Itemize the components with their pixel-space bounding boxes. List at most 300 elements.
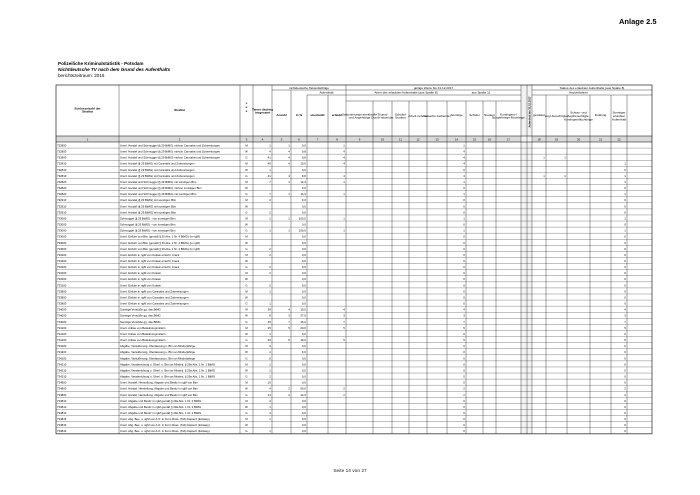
column-number: 14 (454, 137, 459, 142)
header-arbeitnehmer: Arbeit-nehmer (408, 114, 428, 118)
page-number: Seite 14 von 27 (333, 469, 367, 474)
cell-value: 0 (624, 429, 626, 434)
cell-schluesselzahl: 734810 (57, 404, 67, 409)
cell-value: 0,0 (301, 289, 306, 294)
cell-sex: W (245, 186, 248, 191)
cell-value: 7 (463, 319, 465, 324)
column-number: 10 (380, 137, 385, 142)
cell-value: 0,0 (301, 265, 306, 270)
cell-value: 1 (463, 228, 465, 233)
cell-schluesselzahl: 733000 (57, 222, 67, 227)
cell-value: 1 (269, 228, 271, 233)
cell-value: 0 (463, 240, 465, 245)
cell-value: 1 (343, 228, 345, 233)
cell-value: 0 (624, 344, 626, 349)
cell-straftat: Unerl. Einfuhr in ngM von Kokain einschl. Crack (120, 259, 180, 263)
cell-value: 3 (463, 313, 465, 318)
column-number: 12 (416, 137, 420, 142)
cell-value: 0 (463, 404, 465, 409)
cell-straftat: Unerl. Handel, Herstellung, Abgabe und Besitz in ngM von Btm (120, 392, 198, 397)
header-schueler: Schüler (469, 113, 480, 117)
cell-straftat: Unerl. Einfuhr von Btm (gemäß § 30 Abs. 1 Nr. 4 BtMG) (in ngM) (120, 240, 200, 245)
cell-value: 2 (288, 386, 290, 391)
cell-value: 0 (463, 234, 465, 239)
cell-sex: G (245, 411, 248, 415)
cell-value: 0,0 (301, 259, 306, 263)
cell-sex: M (245, 216, 248, 221)
cell-value: 2 (624, 386, 626, 391)
header-tatverdaechtig: insgesamt (254, 110, 271, 115)
cell-sex: G (245, 392, 248, 397)
cell-value: 4 (343, 173, 345, 178)
cell-value: 1 (269, 289, 271, 294)
cell-schluesselzahl: 734100 (57, 338, 67, 343)
cell-sex: W (245, 295, 248, 300)
cell-value: 0 (463, 411, 465, 415)
column-number: 11 (399, 137, 402, 142)
header-stationierung: und Angehörige (348, 115, 371, 120)
cell-value: 1 (269, 362, 271, 367)
cell-value: 1 (564, 155, 566, 160)
cell-schluesselzahl: 733000 (57, 240, 67, 245)
column-number: 13 (435, 137, 439, 142)
cell-value: 2 (269, 271, 271, 276)
cell-value: 1 (463, 143, 465, 148)
header-kontingent: Kontingent-/ (500, 112, 517, 117)
cell-value: 0,0 (301, 295, 306, 300)
cell-value: 4 (624, 307, 626, 312)
cell-schluesselzahl: 734800 (57, 392, 67, 397)
cell-value: 0 (463, 368, 465, 373)
cell-straftat: Unerl. Einfuhr in ngM von Kokain (120, 271, 161, 276)
cell-value: 1 (343, 179, 345, 184)
cell-value: 14,3 (300, 192, 306, 197)
cell-value: 1 (624, 192, 626, 197)
cell-value: 2 (288, 392, 290, 397)
header-schutz: Kontingentflüchtlinge (564, 117, 593, 122)
header-aus-spalte-11: aus Spalte 11 (471, 90, 491, 95)
cell-value: 1 (288, 179, 290, 184)
header-schluesselzahl: Schlüsselzahl der (74, 106, 101, 111)
cell-sex: M (245, 179, 248, 184)
cell-schluesselzahl: 734200 (57, 344, 67, 349)
cell-value: 0,0 (301, 350, 306, 355)
cell-schluesselzahl: 732810 (57, 173, 67, 178)
header-schueler-student: Schüler/ (394, 112, 407, 117)
cell-value: 2 (343, 392, 345, 397)
cell-straftat: Unerl. Einfuhr von Btm (gemäß § 30 Abs. 1 Nr. 4 BtMG) (in ngM) (120, 246, 200, 251)
cell-straftat: Unerl. Anbau von Betäubungsmitteln (120, 338, 166, 343)
cell-value: 3 (269, 398, 271, 403)
cell-straftat: Unerl. Handel (§ 29 BtMG) mit Cannabis und Zubereitungen (120, 167, 195, 172)
cell-value: 0,0 (301, 234, 306, 239)
cell-schluesselzahl: 734200 (57, 350, 67, 355)
cell-value: 0,0 (301, 368, 306, 373)
cell-schluesselzahl: 732820 (57, 186, 67, 191)
cell-sex: M (245, 198, 248, 203)
cell-sex: M (245, 380, 248, 385)
cell-straftat: Sonstige Verstöße gg. das BtMG (120, 307, 161, 312)
cell-straftat: Unerl. Abgabe und Besitz in ngM gemäß § 29a Abs. 1 Nr. 2 BtMG (120, 404, 202, 409)
cell-value: 0 (463, 204, 465, 209)
cell-schluesselzahl: 733800 (57, 301, 67, 306)
anlage-label: Anlage 2.5 (619, 17, 657, 26)
cell-value: 1 (269, 350, 271, 355)
cell-value: 0 (624, 222, 626, 227)
cell-value: 0,0 (301, 167, 306, 172)
cell-straftat: Sonstige Verstöße gg. das BtMG (120, 313, 161, 318)
cell-schluesselzahl: 733800 (57, 289, 67, 294)
cell-straftat: Abgabe, Veräußerung, Überlassung u. Btm an Minderjährige (120, 350, 196, 355)
cell-value: 1 (343, 216, 345, 221)
cell-schluesselzahl: 734000 (57, 307, 67, 312)
cell-sex: G (245, 319, 248, 324)
cell-value: 1 (543, 173, 545, 178)
cell-sex: M (245, 398, 248, 403)
cell-value: 0 (463, 246, 465, 251)
header-sonstige: Sonstige (450, 113, 463, 117)
cell-sex: W (245, 240, 248, 245)
cell-straftat: Schmuggel (§ 29 BtMG) - von sonstigen Btm (120, 216, 176, 221)
cell-value: 2 (269, 198, 271, 203)
cell-value: 0 (624, 356, 626, 361)
cell-value: 41 (267, 155, 271, 160)
header-arten: Arten des erlaubten Aufenthalts (aus Spalte 8) (374, 90, 438, 95)
cell-value: 0 (624, 204, 626, 209)
cell-value: 9,8 (301, 155, 306, 160)
cell-value: 0 (624, 380, 626, 385)
cell-value: 1 (564, 173, 566, 178)
cell-value: 10,5 (300, 307, 306, 312)
cell-value: 4 (463, 155, 465, 160)
cell-value: 0 (463, 265, 465, 270)
cell-value: 0 (463, 344, 465, 349)
cell-value: 4 (463, 161, 465, 166)
cell-value: 0 (624, 234, 626, 239)
cell-schluesselzahl: 734816 (57, 423, 67, 428)
cell-value: 2 (269, 246, 271, 251)
column-number: 8 (336, 137, 338, 142)
cell-schluesselzahl: 732810 (57, 167, 67, 172)
cell-value: 2 (269, 252, 271, 257)
header-tourist: Tourist/ (377, 112, 388, 117)
column-number: 19 (554, 137, 559, 142)
cell-value: 0 (463, 210, 465, 215)
cell-value: 0,0 (301, 380, 306, 385)
cell-sex: G (245, 265, 248, 270)
cell-value: 0,0 (301, 301, 306, 306)
cell-value: 0,0 (301, 344, 306, 349)
cell-value: 37,5 (300, 313, 306, 318)
cell-value: 0 (624, 283, 626, 288)
cell-sex: W (245, 368, 248, 373)
cell-schluesselzahl: 733200 (57, 277, 67, 282)
column-number: 18 (537, 137, 541, 142)
cell-value: 14 (267, 392, 271, 397)
cell-value: 0 (463, 398, 465, 403)
cell-sex: M (245, 289, 248, 294)
cell-value: 10,0 (300, 161, 306, 166)
cell-value: 100,0 (298, 216, 306, 221)
cell-value: 0 (624, 417, 626, 422)
cell-value: 0 (624, 271, 626, 276)
cell-value: 1 (269, 368, 271, 373)
cell-value: 0 (463, 356, 465, 361)
cell-straftat: Unerl. Handel und Schmuggel (§ 29 BtMG) mit/von Cannabis und Zubereitungen (120, 155, 220, 160)
cell-value: 0 (624, 423, 626, 428)
cell-value: 1 (269, 216, 271, 221)
cell-value: 4 (269, 411, 271, 415)
cell-schluesselzahl: 732910 (57, 198, 67, 203)
cell-straftat: Unerl. Handel (§ 29 BtMG) mit sonstigen Btm (120, 204, 177, 209)
cell-value: 15,2 (300, 319, 306, 324)
cell-straftat: Unerl. Anbau von Betäubungsmitteln (120, 331, 166, 336)
cell-sex: G (245, 301, 248, 306)
cell-value: 4 (343, 155, 345, 160)
cell-sex: M (245, 252, 248, 257)
cell-value: 50,0 (300, 386, 306, 391)
cell-value: 4 (288, 307, 290, 312)
header-sonstiger-aufenthalt: erlaubter (612, 114, 626, 118)
cell-straftat: Sonstige Verstöße gg. das BtMG (120, 319, 161, 324)
cell-value: 0,0 (301, 404, 306, 409)
cell-value: 0,0 (301, 143, 306, 148)
cell-value: 0,0 (301, 331, 306, 336)
cell-value: 0 (463, 362, 465, 367)
cell-value: 1 (463, 179, 465, 184)
cell-schluesselzahl: 734800 (57, 386, 67, 391)
column-number: 3 (245, 137, 248, 142)
cell-value: 0,0 (301, 429, 306, 434)
cell-value: 0 (463, 283, 465, 288)
cell-value: 4 (343, 149, 345, 154)
cell-value: 1 (343, 192, 345, 197)
cell-straftat: Schmuggel (§ 29 BtMG) - von sonstigen Btm (120, 222, 176, 227)
cell-value: 0 (624, 210, 626, 215)
cell-value: 41 (267, 173, 271, 178)
header-asylberechtigter: Asyl-berechtigter (544, 114, 569, 118)
cell-value: 0 (624, 289, 626, 294)
header-sex: e (245, 105, 248, 109)
cell-straftat: Unerl. Handel (§ 29 BtMG) mit Cannabis und Zubereitungen (120, 161, 195, 166)
cell-straftat: Unerl. Handel (§ 29 BtMG) mit Cannabis und Zubereitungen (120, 173, 195, 178)
cell-sex: M (245, 234, 248, 239)
header-schueler-student: Student (395, 115, 406, 120)
cell-sex: G (245, 429, 248, 434)
cell-schluesselzahl: 732910 (57, 210, 67, 215)
cell-value: 25 (267, 325, 271, 330)
cell-value: 2 (269, 265, 271, 270)
cell-sex: W (245, 350, 248, 355)
cell-value: 5 (269, 356, 271, 361)
cell-value: 5 (288, 325, 290, 330)
cell-value: 0 (463, 350, 465, 355)
cell-sex: M (245, 344, 248, 349)
cell-value: 9,8 (301, 149, 306, 154)
cell-schluesselzahl: 732910 (57, 204, 67, 209)
header-tatverdaechtig: Tatver-dächtig (251, 107, 274, 112)
cell-sex: W (245, 423, 248, 428)
cell-straftat: Abgabe, Verabreichung u. Überl. u. Btm an Minderj. § 29a Abs. 1 Nr. 1 BtMG (120, 374, 215, 379)
cell-straftat: Abgabe, Verabreichung u. Überl. u. Btm an Minderj. § 29a Abs. 1 Nr. 1 BtMG (120, 362, 215, 367)
header-status: Status des erlaubten Aufenthalts (aus Spalte 8) (559, 85, 625, 90)
cell-schluesselzahl: 733200 (57, 259, 67, 263)
header-sex: s (245, 101, 248, 105)
cell-value: 40 (267, 161, 271, 166)
cell-value: 0,0 (301, 283, 306, 288)
column-number: 5 (280, 137, 283, 142)
cell-straftat: Unerl. Abgabe und Besitz in ngM gemäß § 29a Abs. 1 Nr. 2 BtMG (120, 398, 202, 403)
header-nichtdeutsche: nichtdeutsche Tatverdächtige (288, 85, 330, 90)
cell-value: 2 (269, 374, 271, 379)
header-schutz: Schutz- und (570, 110, 587, 115)
header-tourist: Durch-reisender (371, 115, 394, 120)
cell-value: 5 (463, 338, 465, 343)
cell-value: 3 (343, 313, 345, 318)
header-schutz: Asylberechtigte, (567, 114, 590, 118)
cell-sex: M (245, 325, 248, 330)
cell-sex: G (245, 246, 248, 251)
cell-value: 0 (463, 331, 465, 336)
cell-straftat: Unerl. Handel (§ 29 BtMG) mit sonstigen Btm (120, 210, 177, 215)
cell-straftat: Unerl. Einfuhr in ngM von Cannabis und Zubereitungen (120, 301, 189, 306)
report-period: berichtszeitraum: 2016 (58, 73, 105, 78)
cell-value: 4 (463, 173, 465, 178)
cell-value: 0 (624, 167, 626, 172)
cell-schluesselzahl: 734000 (57, 319, 67, 324)
cell-value: 5 (624, 325, 626, 330)
cell-schluesselzahl: 733000 (57, 246, 67, 251)
cell-value: 4 (269, 386, 271, 391)
cell-value: 0 (624, 374, 626, 379)
column-number: 7 (316, 137, 319, 142)
cell-sex: G (245, 356, 248, 361)
header-straftat: Straftat (174, 108, 185, 112)
cell-sex: G (245, 210, 248, 215)
cell-value: 0 (463, 186, 465, 191)
header-prozent: in % (295, 113, 303, 117)
cell-value: 14,3 (300, 179, 306, 184)
column-number: 21 (598, 137, 603, 142)
header-asylverfahren: Asylverfahren (569, 90, 588, 95)
header-kontingent: Bürgerkriegs-flüchtlinge (492, 115, 525, 120)
column-number: 17 (506, 137, 511, 142)
cell-value: 0,0 (301, 186, 306, 191)
cell-value: 0,0 (301, 198, 306, 203)
cell-straftat: Unerl. Handel und Schmuggel (§ 29 BtMG) mit/von Cannabis und Zubereitungen (120, 143, 220, 148)
cell-value: 0 (624, 252, 626, 257)
header-gestattet: gestattet (533, 113, 545, 117)
cell-schluesselzahl: 734816 (57, 429, 67, 434)
column-number: 1 (86, 137, 89, 142)
cell-value: 0,0 (301, 240, 306, 245)
cell-value: 4 (269, 344, 271, 349)
cell-value: 1 (543, 155, 545, 160)
cell-value: 1 (288, 228, 290, 233)
cell-value: 0,0 (301, 271, 306, 276)
cell-value: 0 (624, 368, 626, 373)
cell-schluesselzahl: 733000 (57, 234, 67, 239)
cell-sex: W (245, 331, 248, 336)
cell-schluesselzahl: 733200 (57, 265, 67, 270)
cell-straftat: Unerl. Einfuhr von Btm (gemäß § 30 Abs. 1 Nr. 4 BtMG) (in ngM) (120, 234, 200, 239)
cell-straftat: Unerl. Einfuhr in ngM von Kokain einschl. Crack (120, 252, 180, 257)
cell-value: 4 (463, 307, 465, 312)
cell-straftat: Abgabe, Veräußerung, Überlassung u. Btm an Minderjährige (120, 356, 196, 361)
cell-value: 3 (288, 313, 290, 318)
cell-value: 0 (463, 259, 465, 263)
cell-value: 0 (624, 411, 626, 415)
header-duldung: Duldung (594, 113, 607, 117)
header-student: Student (484, 113, 495, 117)
cell-value: 7 (624, 319, 626, 324)
cell-value: 0,0 (301, 204, 306, 209)
cell-sex: G (245, 155, 248, 160)
separator-column (521, 85, 532, 434)
cell-value: 0 (463, 277, 465, 282)
cell-value: 4 (269, 149, 271, 154)
cell-schluesselzahl: 732800 (57, 143, 67, 148)
cell-value: 19,2 (300, 338, 306, 343)
cell-value: 7 (288, 319, 290, 324)
cell-value: 0 (463, 429, 465, 434)
cell-value: 5 (343, 338, 345, 343)
cell-sex: M (245, 271, 248, 276)
cell-value: 4 (343, 307, 345, 312)
cell-straftat: Unerl. Handel (§ 29 BtMG) mit sonstigen Btm (120, 198, 177, 203)
cell-sex: G (245, 374, 248, 379)
cell-value: 7 (343, 319, 345, 324)
cell-value: 0 (624, 186, 626, 191)
cell-value: 0 (624, 259, 626, 263)
cell-value: 4 (343, 161, 345, 166)
cell-value: 0 (624, 295, 626, 300)
cell-value: 0 (624, 240, 626, 245)
cell-schluesselzahl: 733000 (57, 216, 67, 221)
cell-sex: M (245, 161, 248, 166)
header-gewerbe: Gewerbe-treibender (423, 114, 451, 118)
column-number: 16 (487, 137, 492, 142)
cell-value: 4 (463, 149, 465, 154)
cell-value: 1 (624, 161, 626, 166)
cell-value: 0,0 (301, 222, 306, 227)
cell-straftat: Unerl. Handel und Schmuggel (§ 29 BtMG) mit/von Cannabis und Zubereitungen (120, 149, 220, 154)
cell-value: 0 (624, 350, 626, 355)
cell-value: 2 (463, 386, 465, 391)
cell-value: 38 (267, 307, 271, 312)
header-aufenthalt: Aufenthalt (319, 90, 334, 95)
column-number: 20 (576, 137, 581, 142)
cell-value: 0,0 (301, 423, 306, 428)
cell-value: 8 (269, 313, 271, 318)
cell-value: 0 (624, 265, 626, 270)
header-sonstiger-aufenthalt: Sonstiger (612, 110, 626, 115)
cell-straftat: Unerl. Einfuhr in ngM von Cannabis und Zubereitungen (120, 289, 189, 294)
cell-value: 0 (624, 198, 626, 203)
cell-straftat: Unerl. Abg. Bes. u. ngM von A.O. in Form Ross. (Tab) Kapself. (Ecstasy) (120, 429, 210, 434)
cell-straftat: Unerl. Handel und Schmuggel (§ 29 BtMG) mit/von sonstigen Btm (120, 186, 202, 191)
cell-value: 26 (267, 338, 271, 343)
header-sonstiger-aufenthalt: Aufenthalt (612, 117, 626, 122)
cell-value: 46 (267, 319, 271, 324)
cell-schluesselzahl: 732800 (57, 155, 67, 160)
header-erlaubt: erlaubt (331, 113, 343, 117)
cell-straftat: Unerl. Abgabe und Besitz in ngM gemäß § 29a Abs. 1 Nr. 2 BtMG (120, 411, 202, 415)
header-stationierung: Stationierungs-streitkräfte (341, 112, 378, 117)
cell-value: 1 (624, 228, 626, 233)
cell-value: 4 (288, 161, 290, 166)
cell-value: 0 (463, 198, 465, 203)
